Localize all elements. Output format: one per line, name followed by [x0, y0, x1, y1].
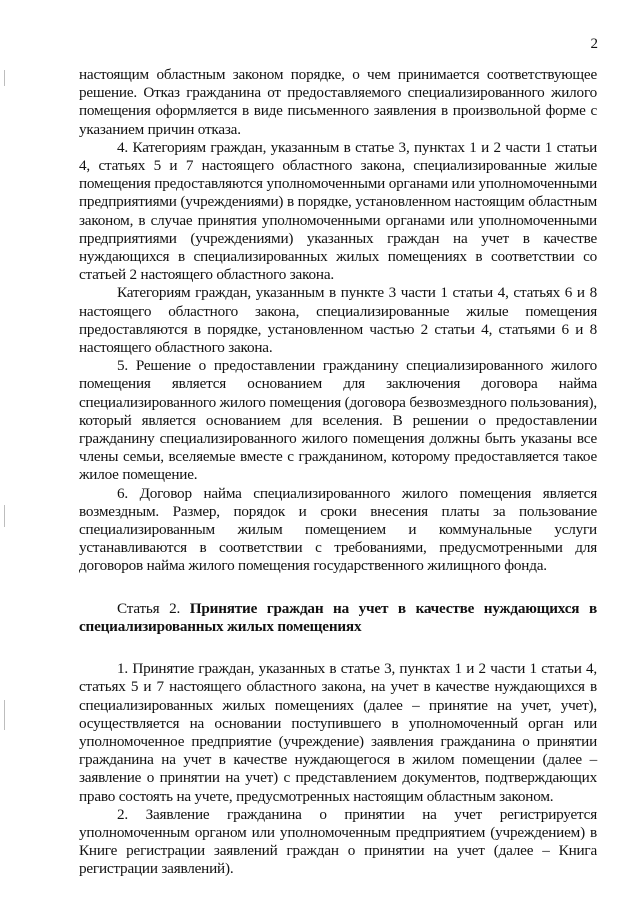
article-paragraph-2: 2. Заявление гражданина о принятии на учет регистрируется уполномоченным органом или уполномоченным предприятием (учреждением) в Книге регистрации заявлений граждан о принятии на учет (далее – Книга регистрации заявлений). [79, 805, 597, 878]
paragraph-categories: Категориям граждан, указанным в пункте 3 части 1 статьи 4, статьях 6 и 8 настоящего областного закона, специализированные жилые помещения предоставляются в порядке, установленном частью 2 статьи 4, статьями 6 и 8 настоящего областного закона. [79, 284, 597, 357]
article-paragraph-1: 1. Принятие граждан, указанных в статье 3, пунктах 1 и 2 части 1 статьи 4, статьях 5 и 7 настоящего областного закона, на учет в качестве нуждающихся в специализированных жилых помещениях (далее – принятие на учет, учет), осуществляется на основании поступившего в уполномоченный орган или уполномоченное предприятие (учреждение) заявления гражданина о принятии гражданина на учет в качестве нуждающегося в жилом помещении (далее – заявление о принятии на учет) с представлением документов, подтверждающих право состоять на учете, предусмотренных настоящим областным законом. [79, 660, 597, 805]
paragraph-item-5: 5. Решение о предоставлении гражданину специализированного жилого помещения является основанием для заключения договора найма специализированного жилого помещения (договора безвозмездного пользования), который является основанием для вселения. В решении о предоставлении гражданину специализированного жилого помещения должны быть указаны все члены семьи, вселяемые вместе с гражданином, которому предоставляется такое жилое помещение. [79, 357, 597, 484]
scan-edge-mark [4, 70, 5, 86]
article-heading [79, 600, 597, 636]
scan-edge-mark [4, 505, 5, 527]
article-prefix: Статья 2. [117, 599, 190, 617]
scan-edge-mark [4, 700, 5, 730]
paragraph-item-6: 6. Договор найма специализированного жилого помещения является возмездным. Размер, порядок и сроки внесения платы за пользование специализированным жилым помещением и коммунальные услуги устанавливаются в соответствии с требованиями, предусмотренными для договоров найма жилого помещения государственного жилищного фонда. [79, 484, 597, 575]
paragraph-continuation: настоящим областным законом порядке, о чем принимается соответствующее решение. Отказ гражданина от предоставляемого специализированного жилого помещения оформляется в виде письменного заявления в произвольной форме с указанием причин отказа. [79, 66, 597, 138]
article-title: Принятие граждан на учет в качестве нуждающихся в специализированных жилых помещениях [79, 599, 597, 635]
document-body [79, 66, 597, 879]
page-number: 2 [590, 36, 598, 52]
paragraph-item-4: 4. Категориям граждан, указанным в статье 3, пунктах 1 и 2 части 1 статьи 4, статьях 5 и 7 настоящего областного закона, специализированные жилые помещения предоставляются уполномоченными органами или уполномоченными предприятиями (учреждениями) в порядке, установленном настоящим областным законом, в случае принятия уполномоченными органами или уполномоченными предприятиями (учреждениями) указанных граждан на учет в качестве нуждающихся в специализированных жилых помещениях в соответствии со статьей 2 настоящего областного закона. [79, 138, 597, 284]
